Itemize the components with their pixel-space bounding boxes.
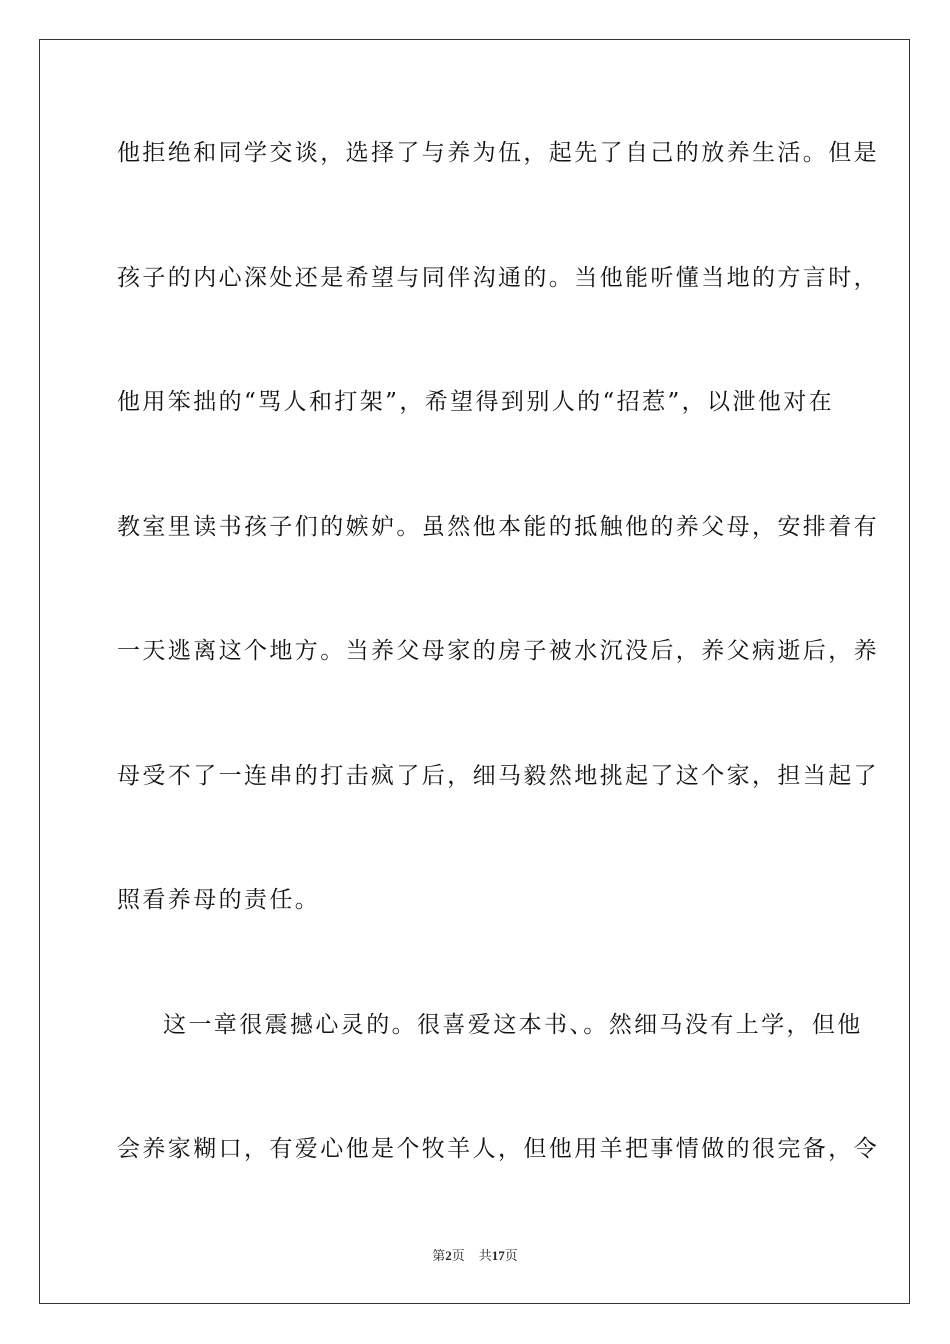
- page-border: [39, 39, 910, 1304]
- text-line-5: 一天逃离这个地方。当养父母家的房子被水沉没后，养父病逝后，养: [117, 638, 879, 664]
- total-prefix: 共: [478, 1248, 492, 1263]
- text-line-8: 这一章很震撼心灵的。很喜爱这本书、。然细马没有上学，但他: [163, 1012, 863, 1038]
- page-total: 17: [491, 1248, 505, 1263]
- page-prefix: 第: [432, 1248, 446, 1263]
- text-line-1: 他拒绝和同学交谈，选择了与养为伍，起先了自己的放养生活。但是: [117, 140, 879, 166]
- text-line-3: 他用笨拙的“骂人和打架”，希望得到别人的“招惹”，以泄他对在: [117, 389, 835, 415]
- page-suffix: 页: [451, 1248, 465, 1263]
- text-line-7: 照看养母的责任。: [117, 887, 321, 913]
- page-footer: [0, 1245, 950, 1264]
- text-line-2: 孩子的内心深处还是希望与同伴沟通的。当他能听懂当地的方言时，: [117, 265, 879, 291]
- text-line-6: 母受不了一连串的打击疯了后，细马毅然地挑起了这个家，担当起了: [117, 763, 879, 789]
- text-line-4: 教室里读书孩子们的嫉妒。虽然他本能的抵触他的养父母，安排着有: [117, 514, 879, 540]
- page-current: 2: [445, 1248, 452, 1263]
- total-suffix: 页: [504, 1248, 518, 1263]
- text-line-9: 会养家糊口，有爱心他是个牧羊人，但他用羊把事情做的很完备，令: [117, 1136, 879, 1162]
